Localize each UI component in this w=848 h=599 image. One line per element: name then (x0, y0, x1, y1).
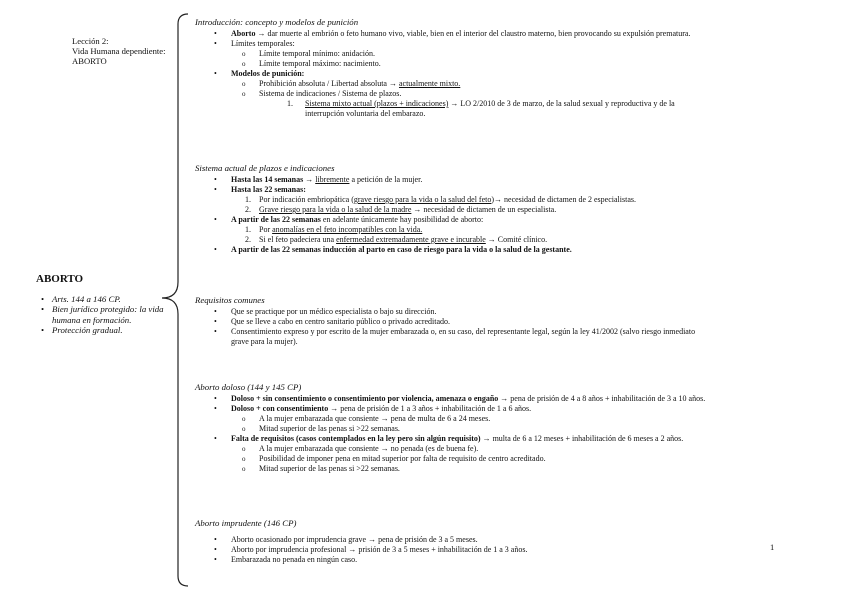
section-introduccion (195, 17, 840, 119)
list-item: o Límite temporal mínimo: anidación. (242, 49, 375, 58)
list-item: o A la mujer embarazada que consiente → pena de multa de 6 a 24 meses. (242, 414, 491, 423)
list-item: o Mitad superior de las penas si >22 semanas. (242, 464, 400, 473)
section-imprudente (195, 518, 840, 565)
list-item: • Doloso + sin consentimiento o consentimiento por violencia, amenaza o engaño → pena de prisión de 4 a 8 años + inhabilitación de 3 a 10 años. (214, 394, 706, 403)
list-item: 2. Si el feto padeciera una enfermedad extremadamente grave e incurable → Comité clínico. (245, 235, 548, 244)
list-item: o Prohibición absoluta / Libertad absoluta → actualmente mixto. (242, 79, 461, 88)
section-title: Sistema actual de plazos e indicaciones (195, 163, 335, 173)
section-title: Aborto doloso (144 y 145 CP) (195, 382, 302, 392)
lesson-line: Vida Humana dependiente: (72, 46, 166, 56)
list-item: 1. Por anomalías en el feto incompatibles con la vida. (245, 225, 423, 234)
list-item: • Falta de requisitos (casos contemplados en la ley pero sin algún requisito) → multa de 6 a 12 meses + inhabilitación de 6 meses a 2 años. (214, 434, 684, 443)
section-doloso (195, 382, 840, 474)
list-item: 1. Por indicación embriopática (grave riesgo para la vida o la salud del feto)→ necesidad de dictamen de 2 especialistas. (245, 195, 636, 204)
list-item: • A partir de las 22 semanas inducción al parto en caso de riesgo para la vida o la salud de la gestante. (214, 245, 572, 254)
list-item: • Doloso + con consentimiento → pena de prisión de 1 a 3 años + inhabilitación de 1 a 6 años. (214, 404, 532, 413)
aborto-title: ABORTO (36, 273, 84, 285)
list-item: • Embarazada no penada en ningún caso. (214, 555, 358, 564)
list-item: • Modelos de punición: (214, 69, 305, 78)
list-item: • Aborto → dar muerte al embrión o feto humano vivo, viable, bien en el interior del claustro materno, bien provocando su expulsión prematura. (214, 29, 691, 38)
list-item-continuation: grave para la mujer). (231, 337, 298, 346)
list-item: o Mitad superior de las penas si >22 semanas. (242, 424, 400, 433)
list-item: • Que se practique por un médico especialista o bajo su dirección. (214, 307, 437, 316)
list-item: • Límites temporales: (214, 39, 295, 48)
list-item: o Posibilidad de imponer pena en mitad superior por falta de requisito de centro acreditado. (242, 454, 546, 463)
page-number: 1 (770, 542, 775, 552)
section-title: Introducción: concepto y modelos de punición (195, 17, 359, 27)
list-item: • Hasta las 22 semanas: (214, 185, 306, 194)
lesson-line: Lección 2: (72, 36, 109, 46)
list-item: o Sistema de indicaciones / Sistema de plazos. (242, 89, 402, 98)
list-item: 1. Sistema mixto actual (plazos + indicaciones) → LO 2/2010 de 3 de marzo, de la salud sexual y reproductiva y de la (287, 99, 675, 108)
aborto-summary-list (41, 294, 167, 336)
list-item: • Hasta las 14 semanas → libremente a petición de la mujer. (214, 175, 423, 184)
list-item: • Consentimiento expreso y por escrito de la mujer embarazada o, en su caso, del representante legal, según la ley 41/2002 (salvo riesgo inmediato (214, 327, 696, 336)
list-item: o Límite temporal máximo: nacimiento. (242, 59, 381, 68)
list-item: • Aborto ocasionado por imprudencia grave → pena de prisión de 3 a 5 meses. (214, 535, 478, 544)
list-item: • Arts. 144 a 146 CP. (41, 294, 121, 304)
list-item: • Que se lleve a cabo en centro sanitario público o privado acreditado. (214, 317, 451, 326)
list-item: • A partir de las 22 semanas en adelante únicamente hay posibilidad de aborto: (214, 215, 484, 224)
section-plazos (195, 163, 840, 255)
list-item: o A la mujer embarazada que consiente → no penada (es de buena fe). (242, 444, 479, 453)
list-item: • Protección gradual. (41, 325, 123, 336)
curly-brace-icon (158, 10, 192, 590)
list-item: 2. Grave riesgo para la vida o la salud de la madre → necesidad de dictamen de un especialista. (245, 205, 557, 214)
list-item: • Aborto por imprudencia profesional → prisión de 3 a 5 meses + inhabilitación de 1 a 3 años. (214, 545, 528, 554)
lesson-line: ABORTO (72, 56, 107, 66)
section-requisitos (195, 295, 840, 347)
section-title: Aborto imprudente (146 CP) (195, 518, 297, 528)
section-title: Requisitos comunes (195, 295, 265, 305)
list-item: • Bien jurídico protegido: la vida humana en formación. (41, 304, 164, 325)
list-item-continuation: interrupción voluntaria del embarazo. (305, 109, 426, 118)
lesson-heading (72, 36, 166, 66)
